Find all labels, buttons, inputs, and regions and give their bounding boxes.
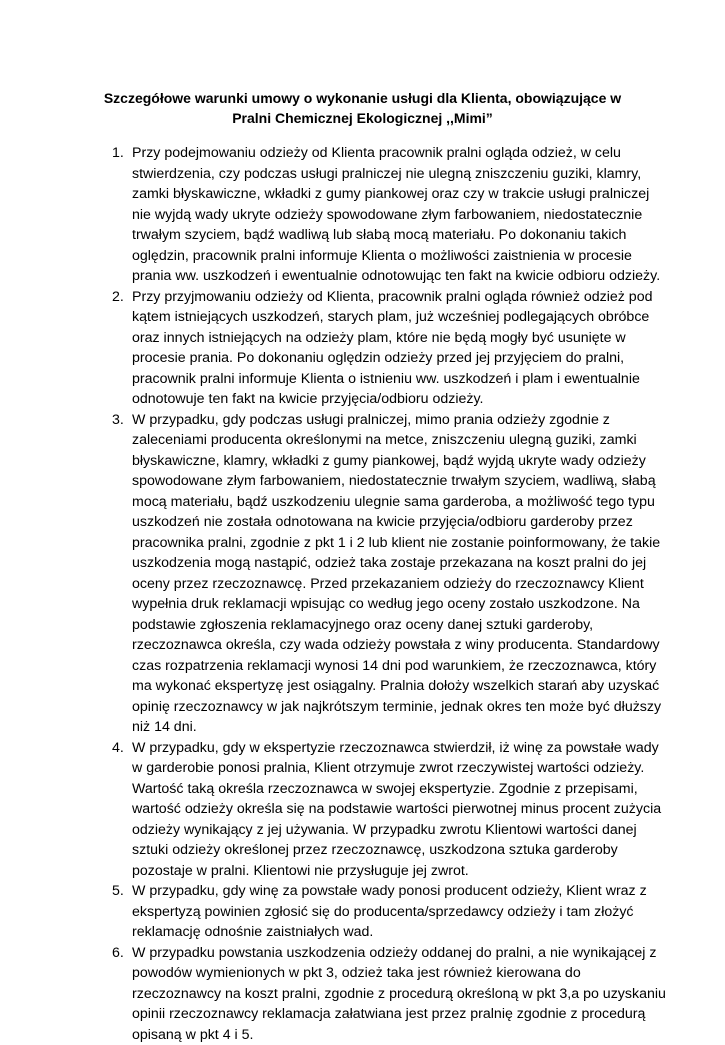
item-number: 3. xyxy=(112,410,132,738)
text-line: ekspertyzą powinien zgłosić się do producenta/sprzedawcy odzieży i tam złożyć xyxy=(132,902,647,923)
text-line: czas rozpatrzenia reklamacji wynosi 14 dni pod warunkiem, że rzeczoznawca, który xyxy=(132,656,661,677)
text-line: Przy przyjmowaniu odzieży od Klienta, pracownik pralni ogląda również odzież pod xyxy=(132,287,652,308)
item-number: 2. xyxy=(112,287,132,410)
title-line: Pralni Chemicznej Ekologicznej ,,Mimi” xyxy=(100,108,625,128)
item-text xyxy=(132,287,652,410)
text-line: nie wyjdą wady ukryte odzieży spowodowane złym farbowaniem, niedostatecznie xyxy=(132,205,660,226)
text-line: oględzin, pracownik pralni informuje Klienta o możliwości zaistnienia w procesie xyxy=(132,246,660,267)
text-line: zaleceniami producenta określonymi na metce, zniszczeniu ulegną guziki, zamki xyxy=(132,430,661,451)
item-number: 1. xyxy=(112,143,132,287)
text-line: wartość odzieży określa się na podstawie wartości pierwotnej minus procent zużycia xyxy=(132,799,661,820)
text-line: procesie prania. Po dokonaniu oględzin odzieży przed jej przyjęciem do pralni, xyxy=(132,348,652,369)
text-line: błyskawiczne, klamry, wkładki z gumy piankowej, bądź wyjdą ukryte wady odzieży xyxy=(132,451,661,472)
text-line: opisaną w pkt 4 i 5. xyxy=(132,1025,666,1045)
list-item xyxy=(112,143,632,287)
title-line: Szczegółowe warunki umowy o wykonanie usługi dla Klienta, obowiązujące w xyxy=(100,88,625,108)
text-line: wypełnia druk reklamacji wpisując co według jego oceny zostało uszkodzone. Na xyxy=(132,594,661,615)
text-line: zamki błyskawiczne, wkładki z gumy piankowej oraz czy w trakcie usługi pralniczej xyxy=(132,184,660,205)
text-line: prania ww. uszkodzeń i ewentualnie odnotowując ten fakt na kwicie odbioru odzieży. xyxy=(132,266,660,287)
text-line: odnotowuje ten fakt na kwicie przyjęcia/odbioru odzieży. xyxy=(132,389,652,410)
text-line: podstawie zgłoszenia reklamacyjnego oraz oceny danej sztuki garderoby, xyxy=(132,615,661,636)
text-line: W przypadku, gdy w ekspertyzie rzeczoznawca stwierdził, iż winę za powstałe wady xyxy=(132,738,661,759)
list-item xyxy=(112,738,632,882)
text-line: odzieży wynikający z jej używania. W przypadku zwrotu Klientowi wartości danej xyxy=(132,820,661,841)
item-number: 4. xyxy=(112,738,132,882)
item-text xyxy=(132,881,647,943)
text-line: spowodowane złym farbowaniem, niedostatecznie trwałym szyciem, wadliwą, słabą xyxy=(132,471,661,492)
text-line: trwałym szyciem, bądź wadliwą lub słabą mocą materiału. Po dokonaniu takich xyxy=(132,225,660,246)
list-item xyxy=(112,943,632,1045)
text-line: pracownika pralni, zgodnie z pkt 1 i 2 lub klient nie zostanie poinformowany, że takie xyxy=(132,533,661,554)
text-line: uszkodzenia mogą nastąpić, odzież taka zostaje przekazana na koszt pralni do jej xyxy=(132,553,661,574)
text-line: stwierdzenia, czy podczas usługi pralniczej nie ulegną zniszczeniu guziki, klamry, xyxy=(132,164,660,185)
text-line: sztuki odzieży określonej przez rzeczoznawcę, uszkodzona sztuka garderoby xyxy=(132,840,661,861)
text-line: Wartość taką określa rzeczoznawca w swojej ekspertyzie. Zgodnie z przepisami, xyxy=(132,779,661,800)
text-line: ma wykonać ekspertyzę jest osiągalny. Pralnia dołoży wszelkich starań aby uzyskać xyxy=(132,676,661,697)
text-line: oraz innych istniejących na odzieży plam, które nie będą mogły być usunięte w xyxy=(132,328,652,349)
text-line: opinię rzeczoznawcy w jak najkrótszym terminie, jednak okres ten może być dłuższy xyxy=(132,697,661,718)
terms-list xyxy=(112,143,632,1045)
text-line: reklamację odnośnie zaistniałych wad. xyxy=(132,922,647,943)
text-line: W przypadku, gdy winę za powstałe wady ponosi producent odzieży, Klient wraz z xyxy=(132,881,647,902)
text-line: rzeczoznawca określa, czy wada odzieży powstała z winy producenta. Standardowy xyxy=(132,635,661,656)
text-line: pozostaje w pralni. Klientowi nie przysługuje jej zwrot. xyxy=(132,861,661,882)
item-number: 5. xyxy=(112,881,132,943)
list-item xyxy=(112,410,632,738)
text-line: opinii rzeczoznawcy reklamacja załatwiana jest przez pralnię zgodnie z procedurą xyxy=(132,1004,666,1025)
document-title xyxy=(100,88,625,128)
list-item xyxy=(112,881,632,943)
text-line: oceny przez rzeczoznawcę. Przed przekazaniem odzieży do rzeczoznawcy Klient xyxy=(132,574,661,595)
text-line: uszkodzeń nie została odnotowana na kwicie przyjęcia/odbioru garderoby przez xyxy=(132,512,661,533)
text-line: Przy podejmowaniu odzieży od Klienta pracownik pralni ogląda odzież, w celu xyxy=(132,143,660,164)
item-number: 6. xyxy=(112,943,132,1045)
item-text xyxy=(132,410,661,738)
text-line: niż 14 dni. xyxy=(132,717,661,738)
text-line: W przypadku powstania uszkodzenia odzieży oddanej do pralni, a nie wynikającej z xyxy=(132,943,666,964)
list-item xyxy=(112,287,632,410)
text-line: rzeczoznawcy na koszt pralni, zgodnie z procedurą określoną w pkt 3,a po uzyskaniu xyxy=(132,984,666,1005)
text-line: mocą materiału, bądź uszkodzeniu ulegnie sama garderoba, a możliwość tego typu xyxy=(132,492,661,513)
item-text xyxy=(132,143,660,287)
text-line: pracownik pralni informuje Klienta o istnieniu ww. uszkodzeń i plam i ewentualnie xyxy=(132,369,652,390)
text-line: powodów wymienionych w pkt 3, odzież taka jest również kierowana do xyxy=(132,963,666,984)
item-text xyxy=(132,943,666,1045)
text-line: kątem istniejących uszkodzeń, starych plam, już wcześniej podlegających obróbce xyxy=(132,307,652,328)
text-line: w garderobie ponosi pralnia, Klient otrzymuje zwrot rzeczywistej wartości odzieży. xyxy=(132,758,661,779)
text-line: W przypadku, gdy podczas usługi pralniczej, mimo prania odzieży zgodnie z xyxy=(132,410,661,431)
item-text xyxy=(132,738,661,882)
